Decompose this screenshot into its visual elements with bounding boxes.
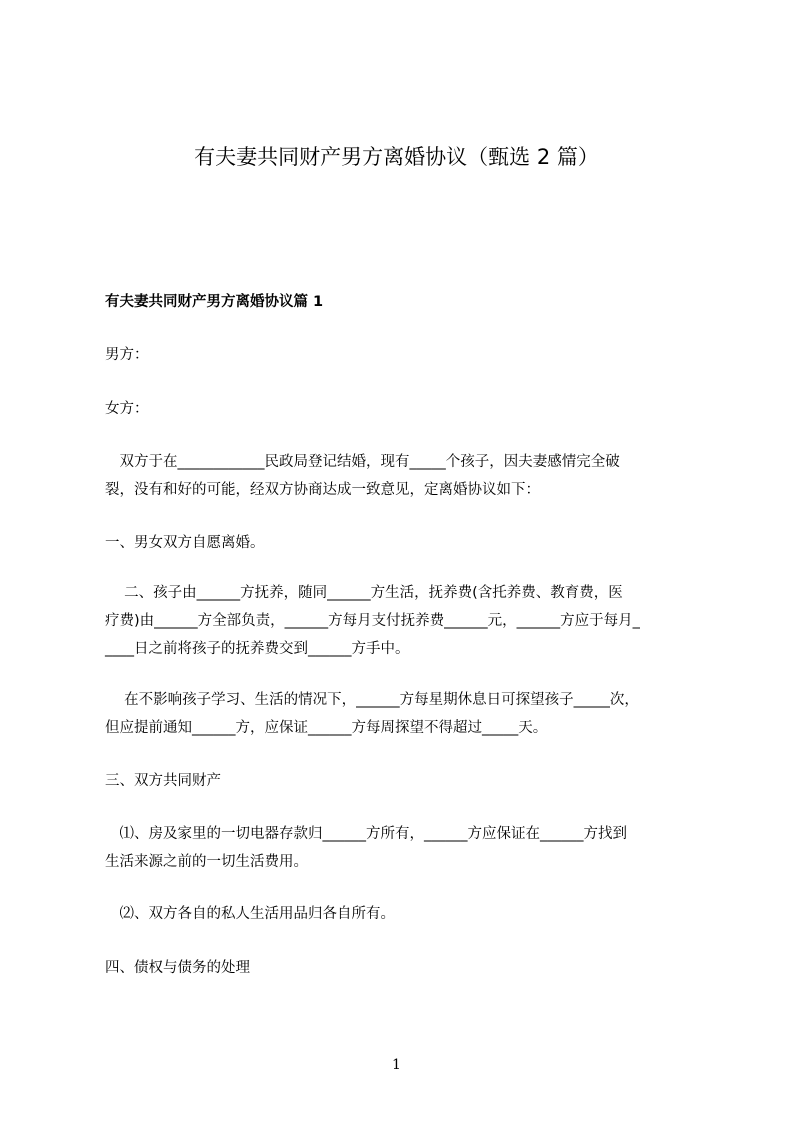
page-number: 1 — [392, 1057, 401, 1073]
clause-two-line-3: ____日之前将孩子的抚养费交到______方手中。 — [105, 641, 410, 657]
property-item-1-line-1: ⑴、房及家里的一切电器存款归______方所有，______方应保证在______方找到 — [105, 826, 627, 842]
property-item-2: ⑵、双方各自的私人生活用品归各自所有。 — [105, 906, 395, 922]
clause-two-line-1: 二、孩子由______方抚养，随同______方生活，抚养费(含托养费、教育费，医 — [105, 585, 623, 601]
clause-two-line-2: 疗费)由______方全部负责，______方每月支付抚养费______元，______方应于每月_ — [105, 613, 640, 629]
paragraph-marriage-line-2: 裂，没有和好的可能，经双方协商达成一致意见，定离婚协议如下： — [105, 482, 540, 498]
document-title: 有夫妻共同财产男方离婚协议（甄选 2 篇） — [194, 145, 599, 169]
clause-three: 三、双方共同财产 — [105, 773, 221, 789]
clause-one: 一、男女双方自愿离婚。 — [105, 535, 265, 551]
visitation-line-1: 在不影响孩子学习、生活的情况下，______方每星期休息日可探望孩子_____次， — [105, 692, 639, 708]
section-heading: 有夫妻共同财产男方离婚协议篇 1 — [105, 294, 324, 310]
man-line: 男方： — [105, 347, 149, 363]
visitation-line-2: 但应提前通知______方，应保证______方每周探望不得超过_____天。 — [105, 720, 548, 736]
property-item-1-line-2: 生活来源之前的一切生活费用。 — [105, 854, 308, 870]
clause-four: 四、债权与债务的处理 — [105, 960, 250, 976]
woman-line: 女方： — [105, 401, 149, 417]
paragraph-marriage-line-1: 双方于在____________民政局登记结婚，现有_____个孩子，因夫妻感情完全破 — [105, 454, 620, 470]
